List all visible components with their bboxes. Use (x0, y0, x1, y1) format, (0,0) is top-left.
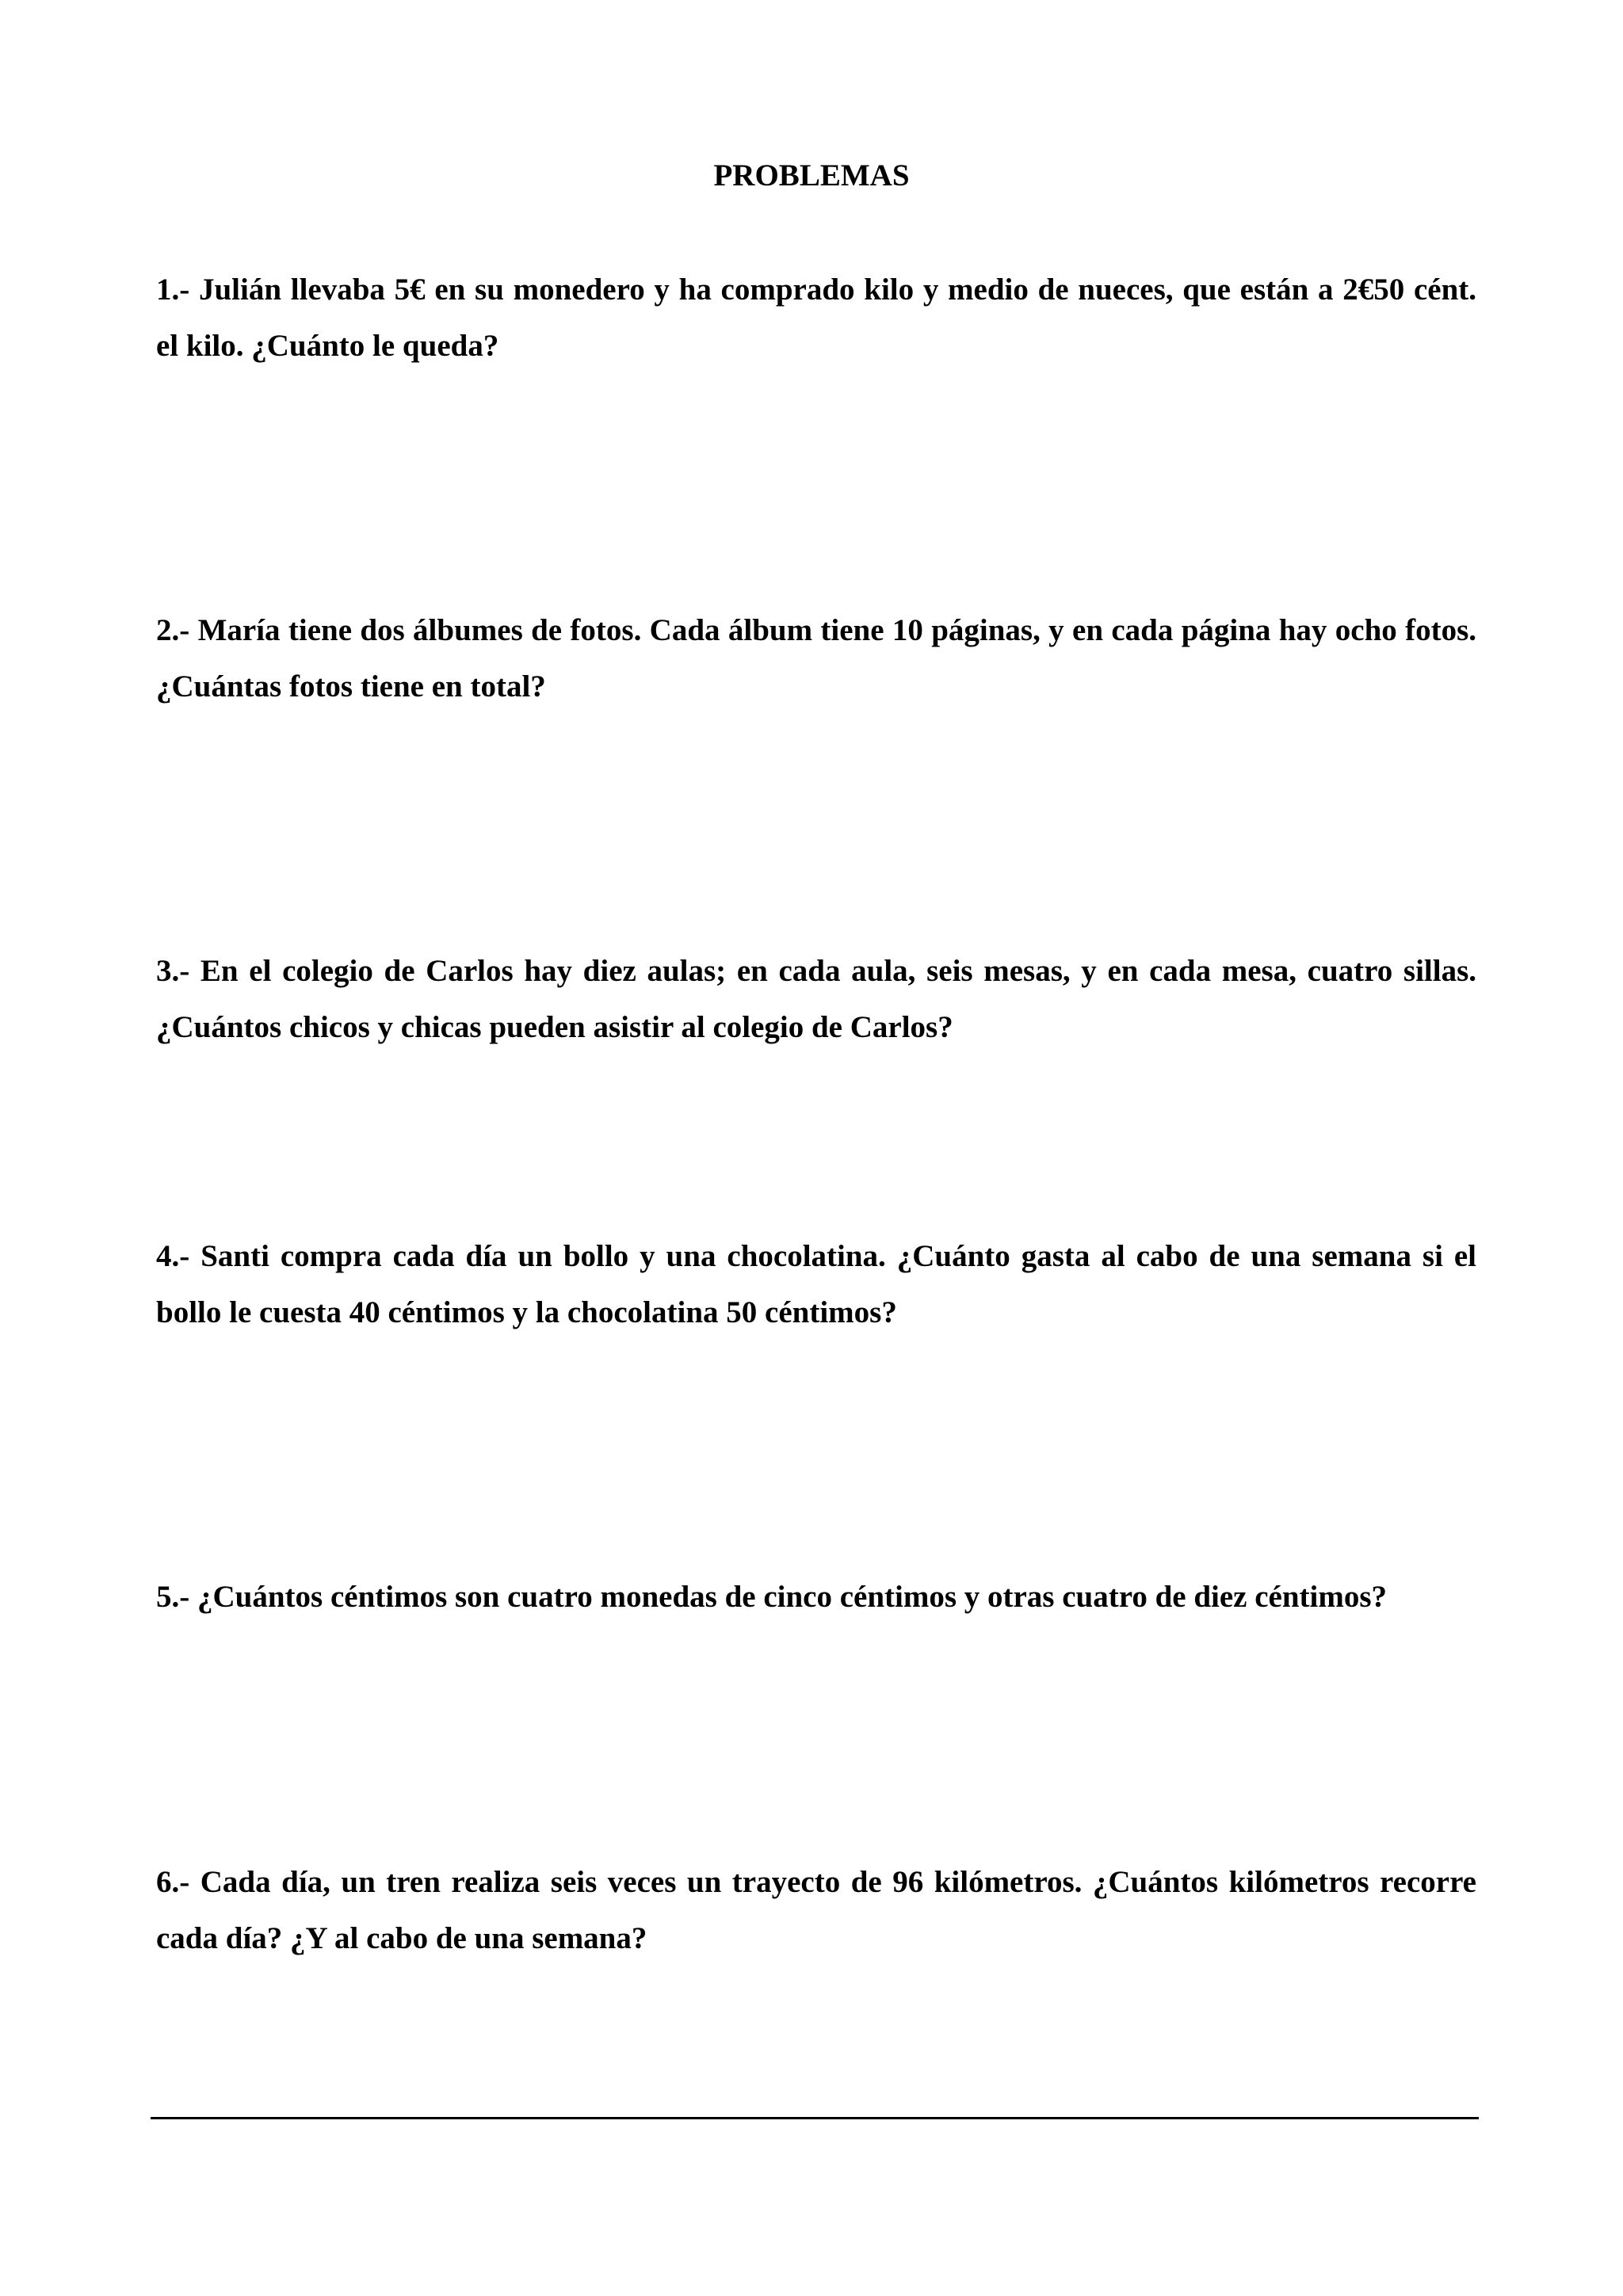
problem-number: 3.- (156, 954, 190, 988)
problem-text: ¿Cuántos céntimos son cuatro monedas de cinco céntimos y otras cuatro de diez céntimos? (197, 1580, 1388, 1614)
problem-1 (156, 261, 1476, 374)
problem-3 (156, 943, 1476, 1055)
page-title: PROBLEMAS (713, 158, 910, 193)
problem-6 (156, 1854, 1476, 1966)
problem-text: En el colegio de Carlos hay diez aulas; en cada aula, seis mesas, y en cada mesa, cuatro sillas. ¿Cuántos chicos y chicas pueden asistir al colegio de Carlos? (156, 954, 1477, 1044)
problem-2 (156, 602, 1476, 715)
problem-5 (156, 1569, 1476, 1625)
problem-number: 6.- (156, 1865, 190, 1899)
problem-text: Julián llevaba 5€ en su monedero y ha comprado kilo y medio de nueces, que están a 2€50 cént. el kilo. ¿Cuánto le queda? (156, 273, 1476, 363)
problem-text: María tiene dos álbumes de fotos. Cada álbum tiene 10 páginas, y en cada página hay ocho fotos. ¿Cuántas fotos tiene en total? (156, 613, 1477, 704)
problem-number: 5.- (156, 1580, 190, 1614)
problem-number: 4.- (156, 1239, 190, 1273)
problem-text: Cada día, un tren realiza seis veces un trayecto de 96 kilómetros. ¿Cuántos kilómetros recorre cada día? ¿Y al cabo de una semana? (156, 1865, 1476, 1955)
problem-number: 2.- (156, 613, 190, 647)
problem-number: 1.- (156, 273, 190, 307)
problem-4 (156, 1228, 1476, 1341)
footer-divider (151, 2117, 1479, 2119)
problem-text: Santi compra cada día un bollo y una chocolatina. ¿Cuánto gasta al cabo de una semana si el bollo le cuesta 40 céntimos y la chocolatina 50 céntimos? (156, 1239, 1477, 1329)
